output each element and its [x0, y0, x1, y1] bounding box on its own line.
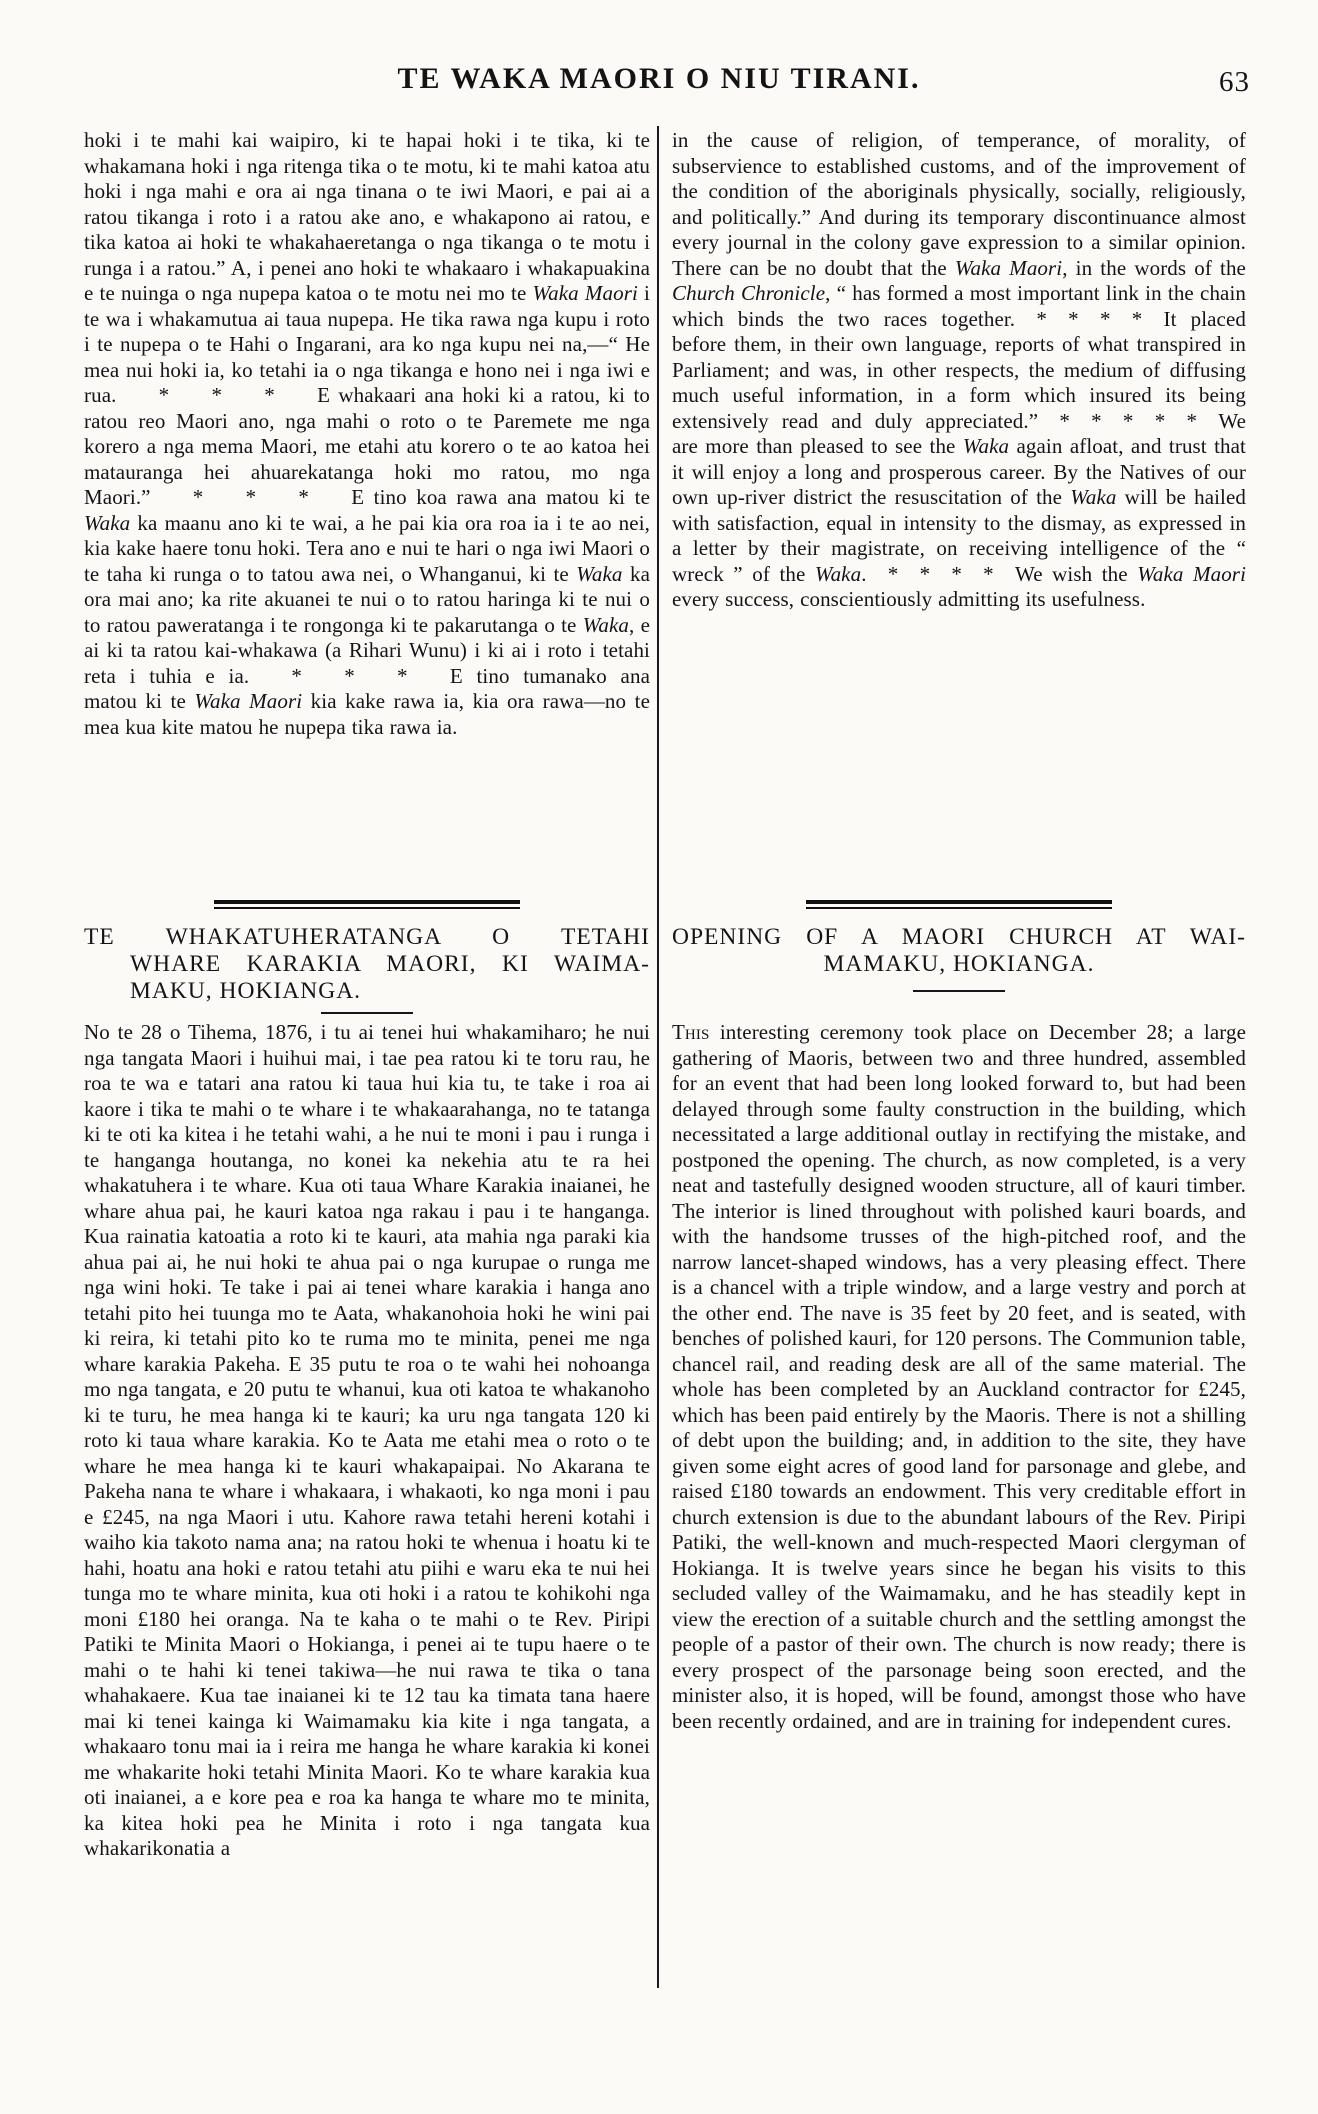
double-rule [806, 900, 1112, 909]
section-separator [84, 890, 650, 924]
section-separator [672, 890, 1246, 924]
heading-line: MAKU, HOKIANGA. [130, 978, 362, 1004]
maori-article-2-text: No te 28 o Tihema, 1876, i tu ai tenei hui whakamiharo; he nui nga tangata Maori i huihui mai, i tae pea ratou ki te toru rau, he roa te wa e tatari ana ratou ki taua hui kia tu, te take i roa ai kaore i tika te mahi o te whare i te whakaarahanga, no te tatanga ki te oti ka kitea i he tetahi wahi, a he nui te moni i pau i runga i te hanganga houtanga, no konei ka nekehia atu te ra hei whakatuhera i te whare. Kua oti taua Whare Karakia inaianei, he whare ahua pai, he kauri katoa nga rakau i pau i te hanganga. Kua rainatia katoatia a roto ki te kauri, ata mahia nga paraki kia ahua pai ai, he nui hoki te ahua pai o nga kurupae o runga me nga wini hoki. Te take i pai ai tenei whare karakia i hanga ano tetahi pito hei tuunga mo te Aata, whakanohoia hoki he wini pai ki reira, ki tetahi pito ko te ruma mo te minita, penei me nga whare karakia Pakeha. E 35 putu te roa o te wahi hei nohoanga mo nga tangata, e 20 putu te whanui, kua oti katoa te whakanoho ki te turu, he mea hanga ki te kauri; ka uru nga tangata 120 ki roto ki taua whare karakia. Ko te Aata me etahi mea o roto o te whare he mea hanga ki te kauri whakapaipai. No Akarana te Pakeha nana te whare i whakaara, i whakaoti, ko nga moni i pau e £245, na nga Maori i utu. Kahore rawa tetahi hereni kotahi i waiho kia takoto nama ana; na ratou hoki te whenua i hoatu ki te hahi, hoatu ana hoki e ratou tetahi atu piihi e waru eka te nui hei tunga mo te whare minita, kua oti hoki i a ratou te kohikohi nga moni £180 hei oranga. Na te kaha o te mahi o te Rev. Piripi Patiki te Minita Maori o Hokianga, i penei ai te tupu haere o te mahi o te hahi ki tenei takiwa—he nui rawa te tika o tana whahakaere. Kua tae inaianei ki te 12 tau ka timata tana haere mai ki tenei kainga ki Waimamaku kia kite i nga tangata, a whakaaro tonu mai ia i reira me hanga he whare karakia ki konei me whakarite hoki tetahi Minita Maori. Ko te whare karakia kua oti inaianei, a e kore pea e roa ka hanga te whare mo te minita, ka kitea hoki pea he Minita i roto i nga tangata kua whakarikonatia a [84, 1020, 650, 1860]
column-divider [657, 126, 659, 1988]
heading-line: MAMAKU, HOKIANGA. [823, 951, 1095, 977]
english-article-1-text: in the cause of religion, of temperance, of morality, of subservience to established customs, and of the improvement of the condition of the aboriginals physically, socially, religiously, and politically.” And during its temporary discontinuance almost every journal in the colony gave expression to a similar opinion. There can be no doubt that the Waka Maori, in the words of the Church Chronicle, “ has formed a most important link in the chain which binds the two races together. * * * * It placed before them, in their own language, reports of what transpired in Parliament; and was, in other respects, the medium of diffusing much useful information, in a form which insured its being extensively read and duly appreciated.” * * * * * We are more than pleased to see the Waka again afloat, and trust that it will enjoy a long and prosperous career. By the Natives of our own up-river district the resuscitation of the Waka will be hailed with satisfaction, equal in intensity to the dismay, as expressed in a letter by their magistrate, on receiving intelligence of the “ wreck ” of the Waka. * * * * We wish the Waka Maori every success, conscientiously admitting its usefulness. [672, 128, 1246, 611]
maori-article-1-text: hoki i te mahi kai waipiro, ki te hapai hoki i te tika, ki te whakamana hoki i nga ritenga tika o te motu, ki te mahi katoa atu hoki i nga mahi e ora ai nga tinana o te iwi Maori, e pai ai a ratou tikanga i roto i a ratou ake ano, e whakapono ai ratou, e tika katoa ai hoki te whakahaeretanga o nga tikanga o te motu i runga i a ratou.” A, i penei ano hoki te whakaaro i whakapuakina e te nuinga o nga nupepa katoa o te motu nei mo te Waka Maori i te wa i whakamutua ai taua nupepa. He tika rawa nga kupu i roto i te nupepa o te Hahi o Ingarani, ara ko nga kupu nei na,—“ He mea nui hoki ia, ko tetahi ia o nga tikanga e hono nei i nga iwi e rua. * * * E whakaari ana hoki ki a ratou, ki to ratou reo Maori ano, nga mahi o roto o te Paremete me nga korero a nga mema Maori, me etahi atu korero o te ao katoa hei matauranga hei ahuarekatanga hoki mo ratou, mo nga Maori.” * * * E tino koa rawa ana matou ki te Waka ka maanu ano ki te wai, a he pai kia ora roa ia i te ao nei, kia kake haere tonu hoki. Tera ano e nui te hari o nga iwi Maori o te taha ki runga o to tatou awa nei, o Whanganui, ki te Waka ka ora mai ano; ka rite akuanei te nui o to ratou haringa ki te nui o to ratou paweratanga i te rongonga ki te pakarutanga o te Waka, e ai ki ta ratou kai-whakawa (a Rihari Wunu) i ki ai i roto i tetahi reta i tuhia e ia. * * * E tino tumanako ana matou ki te Waka Maori kia kake rawa ia, kia ora rawa—no te mea kua kite matou he nupepa tika rawa ia. [84, 128, 650, 739]
heading-rule [321, 1012, 413, 1014]
right-column [672, 128, 1246, 1734]
english-article-2-heading [672, 924, 1246, 1020]
left-column [84, 128, 650, 1862]
double-rule [214, 900, 520, 909]
heading-line: OPENING OF A MAORI CHURCH AT WAI- [672, 924, 1246, 950]
maori-article-2-heading [84, 924, 650, 1020]
english-article-2-text: This interesting ceremony took place on December 28; a large gathering of Maoris, between two and three hundred, assembled for an event that had been long looked forward to, but had been delayed through some faulty construction in the building, which necessitated a large additional outlay in rectifying the mistake, and postponed the opening. The church, as now completed, is a very neat and tastefully designed wooden structure, all of kauri timber. The interior is lined throughout with polished kauri boards, and with the handsome trusses of the high-pitched roof, and the narrow lancet-shaped windows, has a very pleasing effect. There is a chancel with a triple window, and a large vestry and porch at the other end. The nave is 35 feet by 20 feet, and is seated, with benches of polished kauri, for 120 persons. The Communion table, chancel rail, and reading desk are all of the same material. The whole has been completed by an Auckland contractor for £245, which has been paid entirely by the Maoris. There is not a shilling of debt upon the building; and, in addition to the site, they have given some eight acres of good land for parsonage and glebe, and raised £180 towards an endowment. This very creditable effort in church extension is due to the abundant labours of the Rev. Piripi Patiki, the well-known and much-respected Maori clergyman of Hokianga. It is twelve years since he began his visits to this secluded valley of the Waimamaku, and he has steadily kept in view the erection of a suitable church and the settling amongst the people of a pastor of their own. The church is now ready; there is every prospect of the parsonage being soon erected, and the minister also, it is hoped, will be found, amongst those who have been recently ordained, and are in training for independent cures. [672, 1020, 1246, 1733]
page-title: TE WAKA MAORI O NIU TIRANI. [397, 62, 921, 95]
heading-line: TE WHAKATUHERATANGA O TETAHI [84, 924, 650, 950]
heading-line: WHARE KARAKIA MAORI, KI WAIMA- [130, 951, 650, 977]
page-number: 63 [1219, 66, 1250, 98]
heading-rule [913, 990, 1005, 992]
